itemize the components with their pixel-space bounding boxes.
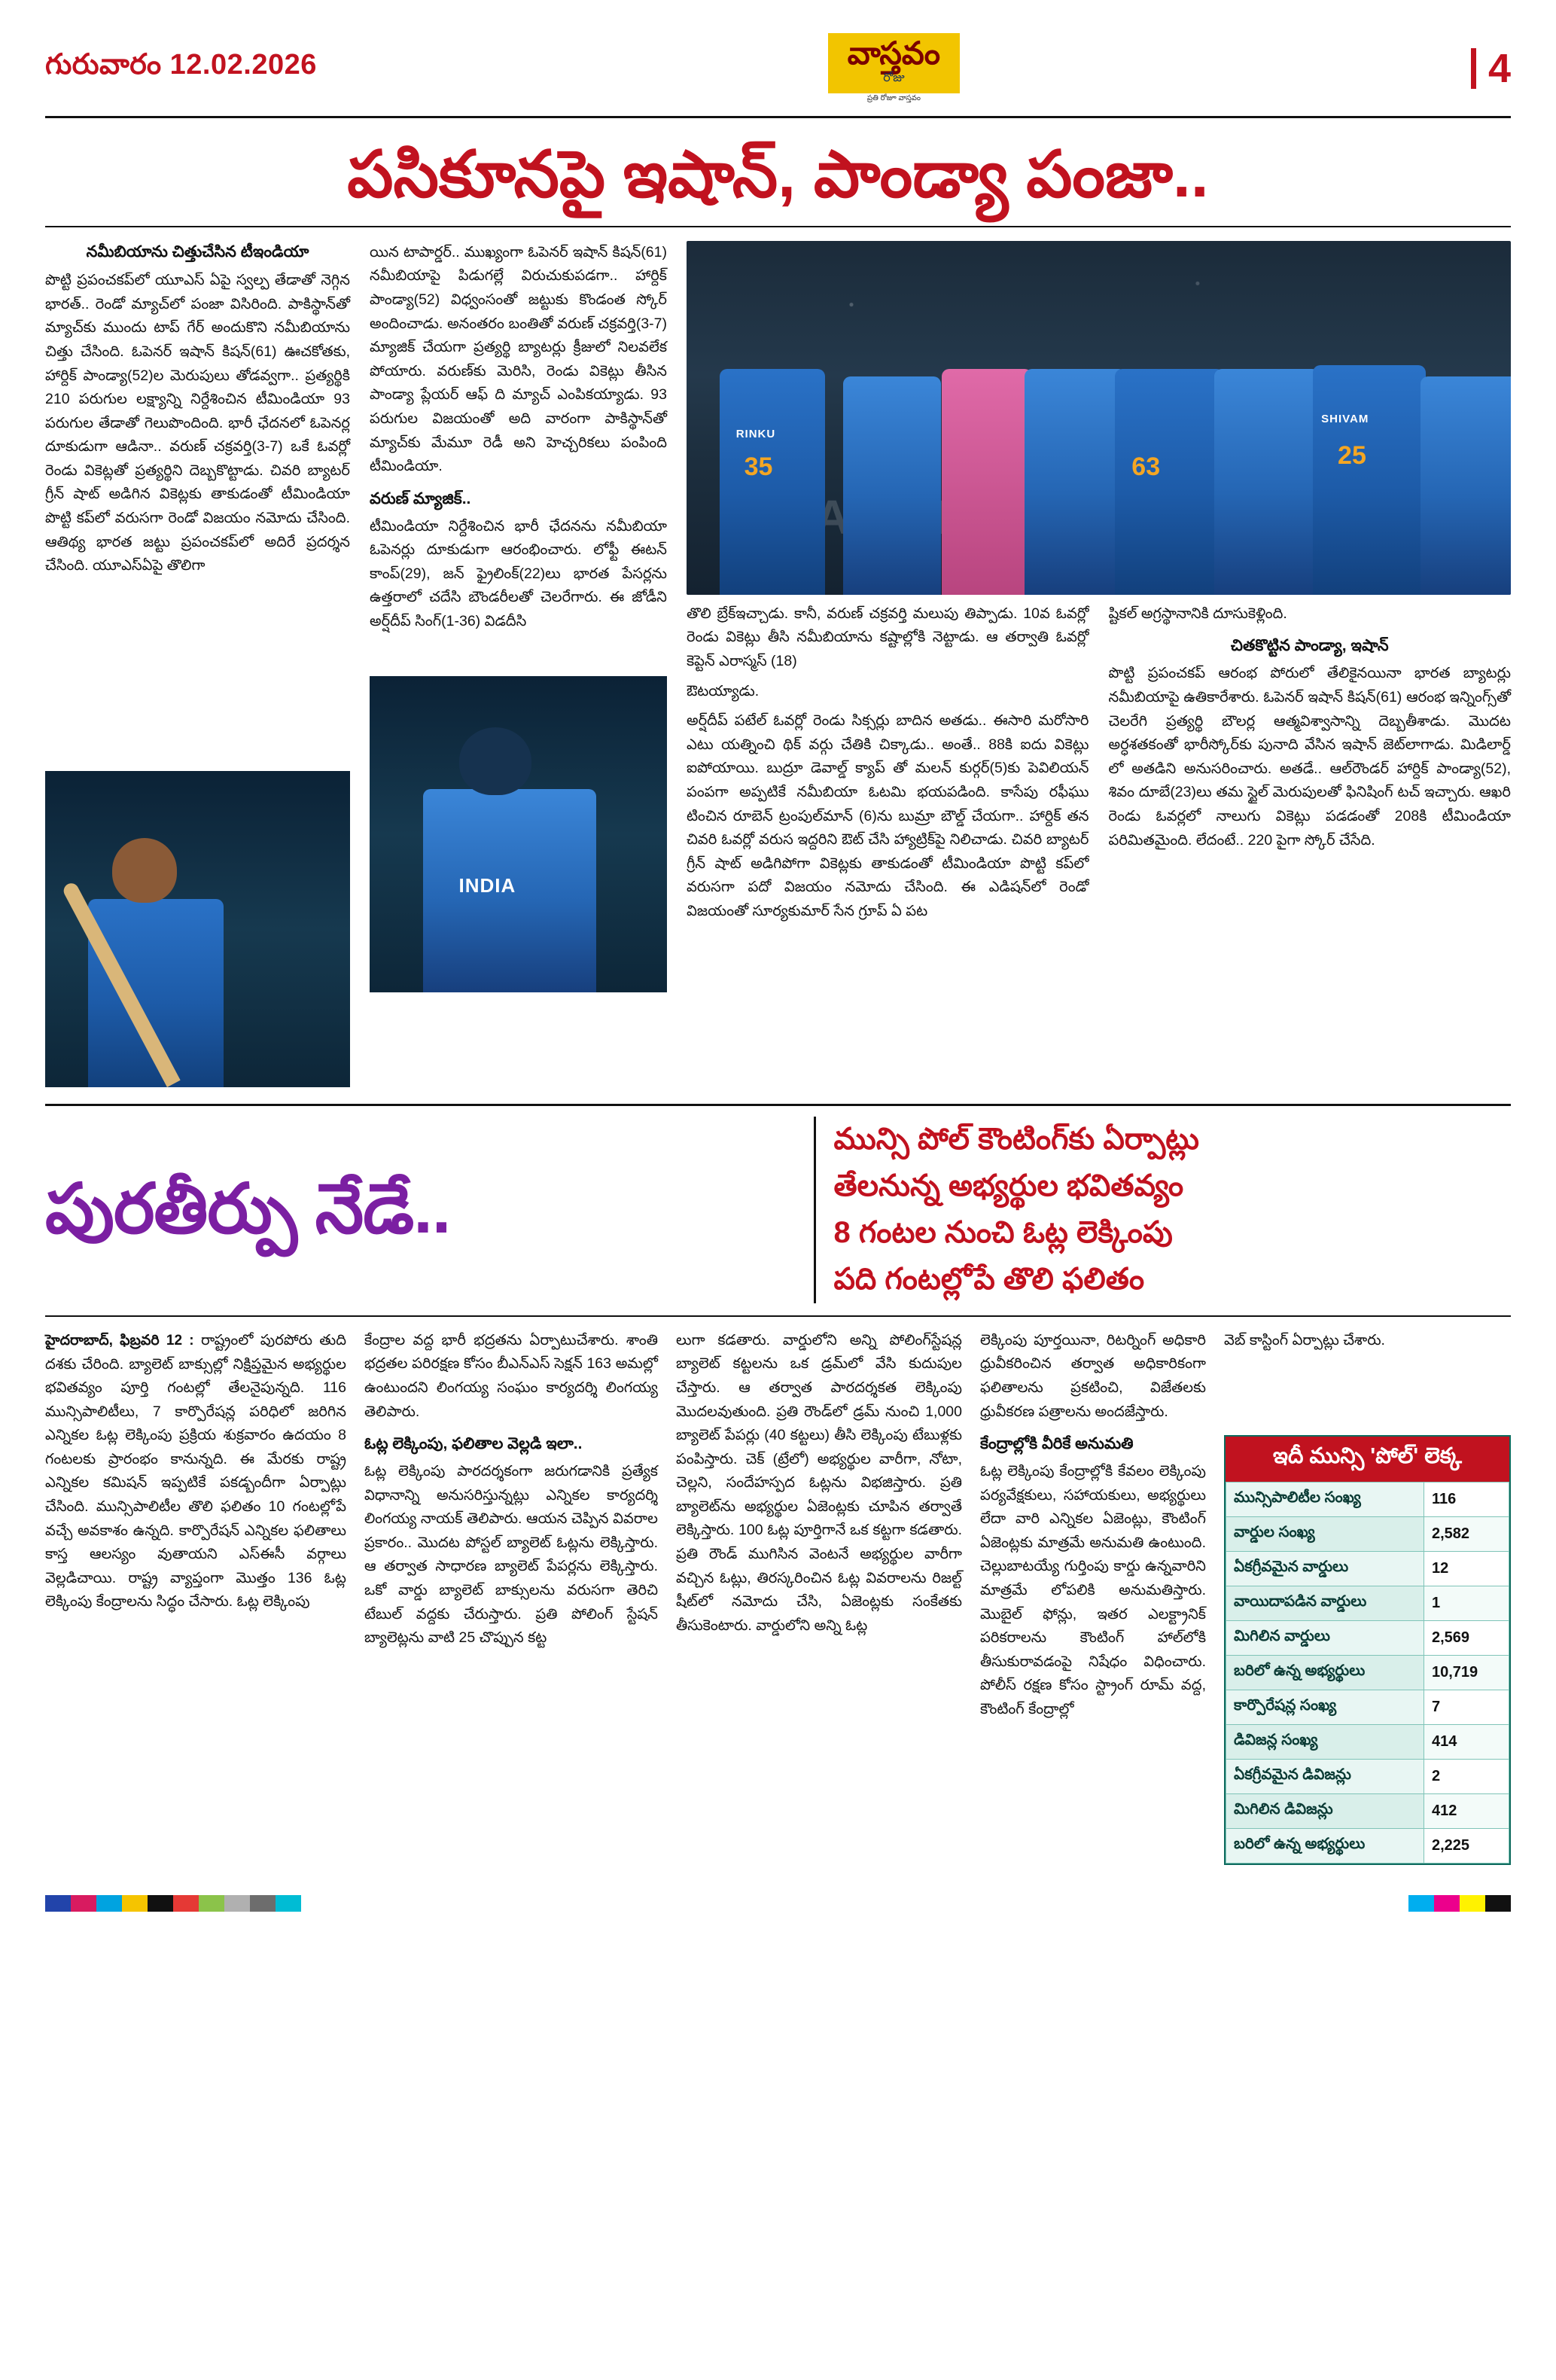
bottom-story-headline: పురతీర్పు నేడే.. [45, 1171, 451, 1248]
paragraph: పొట్టి ప్రపంచకప్ ఆరంభ పోరులో తేలికైనయినా భారత బ్యాటర్లు నమీబియాపై ఉతికారేశారు. ఓపెనర్ ఇషాన్ కిషన్(61) ఆరంభ ఇన్నింగ్స్‌తో చెలరేగి ప్రత్యర్థి బౌలర్ల ఆత్మవిశ్వాసాన్ని దెబ్బతీశాడు. మొదట అర్ధశతకంతో భారీస్కోర్‌కు పునాది వేసిన ఇషాన్ జెట్‌లాగాడు. మిడిలార్డ్ లో అతడిని అనుసరించారు. అతడే.. ఆల్‌రౌండర్ హార్దిక్ పాండ్యా(52), శివం దూబే(23)లు తమ స్టైల్ మెరుపులతో ఫినిషింగ్ టచ్ ఇచ్చారు. ఆఖరి రెండు ఓవర్లలో నాలుగు వికెట్లు పడడంతో 208కి టీమిండియా పరిమితమైంది. లేదంటే.. 220 పైగా స్కోర్ చేసేది. [1108, 665, 1511, 849]
player-head [112, 838, 177, 903]
table-cell-value: 12 [1424, 1552, 1509, 1586]
paragraph-text: రాష్ట్రంలో పురపోరు తుది దశకు చేరింది. బ్యాలెట్ బాక్సుల్లో నిక్షిప్తమైన అభ్యర్థుల భవితవ్యం పూర్తి గంటల్లో తేలనైపున్నది. 116 మున్సిపాలిటీలు, 7 కార్పొరేషన్ల పరిధిలో జరిగిన ఎన్నికల ఓట్ల లెక్కింపు ప్రక్రియ శుక్రవారం ఉదయం 8 గంటలకు ప్రారంభం కానున్నది. ఈ మేరకు రాష్ట్ర ఎన్నికల కమిషన్ ఇప్పటికే పకడ్బందీగా ఏర్పాట్లు చేసింది. మున్సిపాలిటీల తొలి ఫలితం 10 గంటల్లోపే వచ్చే అవకాశం ఉన్నది. కార్పొరేషన్ ఎన్నికల ఫలితాలు కాస్త ఆలస్యం వుతాయని ఎస్ఈసీ వర్గాలు వెల్లడిచాయి. రాష్ట్ర వ్యాప్తంగా మొత్తం 136 ఓట్ల లెక్కింపు కేంద్రాలను సిద్ధం చేసారు. ఓట్ల లెక్కింపు [45, 1331, 346, 1611]
table-row [1226, 1552, 1509, 1586]
table-cell-label: ఏకగ్రీవమైన డివిజన్లు [1226, 1760, 1424, 1794]
table-row [1226, 1517, 1509, 1552]
table-cell-value: 2,569 [1424, 1621, 1509, 1656]
table-cell-value: 2 [1424, 1760, 1509, 1794]
paragraph: లెక్కింపు పూర్తయినా, రిటర్నింగ్ అధికారి ధ్రువీకరించిన తర్వాత అధికారికంగా ఫలితాలను ప్రకటించి, విజేతలకు ధ్రువీకరణ పత్రాలను అందజేస్తారు. [980, 1331, 1206, 1420]
color-bars-right [1408, 1895, 1511, 1912]
jersey-number: 25 [1338, 440, 1366, 470]
stats-table-title: ఇదీ మున్సి 'పోల్' లెక్క [1226, 1437, 1509, 1482]
top-story-subhead-2: వరుణ్ మ్యాజిక్.. [370, 489, 471, 507]
color-bar [276, 1895, 301, 1912]
table-cell-label: బరిలో ఉన్న అభ్యర్థులు [1226, 1829, 1424, 1863]
subhead-line: మున్సి పోల్ కౌంటింగ్‌కు ఏర్పాట్లు [833, 1122, 1200, 1156]
top-story-column-1 [45, 241, 350, 1087]
table-cell-label: డివిజన్ల సంఖ్య [1226, 1725, 1424, 1760]
table-cell-label: వాయిదాపడిన వార్డులు [1226, 1586, 1424, 1621]
color-bars-left [45, 1895, 301, 1912]
color-bar [224, 1895, 250, 1912]
table-cell-value: 7 [1424, 1690, 1509, 1725]
column-5-text [1224, 1329, 1511, 1353]
photo-ishan [370, 676, 667, 992]
paragraph: ఓట్ల లెక్కింపు పారదర్శకంగా జరుగడానికి ప్రత్యేక విధానాన్ని అనుసరిస్తున్నట్లు ఎన్నికల కార్యదర్శి లింగయ్య నాయక్ తెలిపారు. ఆయన చెప్పిన వివరాల ప్రకారం.. మొదట పోస్టల్ బ్యాలెట్ ఓట్లను లెక్కిస్తారు. ఆ తర్వాత సాధారణ బ్యాలెట్ పేపర్లను లెక్కిస్తారు. ఒకో వార్డు బ్యాలెట్ బాక్సులను వరుసగా తెరిచి టేబుల్ వద్దకు చేరుస్తారు. ప్రతి పోలింగ్ స్టేషన్ బ్యాలెట్లను వాటి 25 చొప్పున కట్ట [364, 1463, 658, 1647]
color-bar [45, 1895, 71, 1912]
color-bar [1408, 1895, 1434, 1912]
color-bar [148, 1895, 173, 1912]
table-cell-value: 2,225 [1424, 1829, 1509, 1863]
table-row [1226, 1656, 1509, 1690]
masthead [0, 0, 1556, 111]
bottom-story-subheads [814, 1117, 1511, 1303]
table-cell-value: 10,719 [1424, 1656, 1509, 1690]
paragraph: అర్ష్‌దీప్ పటేల్ ఓవర్లో రెండు సిక్సర్లు బాదిన అతడు.. ఈసారి మరోసారి ఎటు యత్నించి థిక్ వర్గు చేతికి చిక్కాడు.. అంతే.. 88కి ఐదు వికెట్లు ఐపోయాయి. బుద్రూ డెవాల్డ్ క్యాప్ తో మలన్ కుర్గర్(5)కు పెవిలియన్ పంపగా అప్పటికే నమీబియా ఓటమి భయపడింది. కాసేపు రఫీఘు టించిన రూబెన్ ట్రంపుల్‌మాన్ (6)ను బుమ్రా బౌల్డ్ చేయగా.. హార్దిక్ తన చివరి ఓవర్లో వరుస ఇద్దరిని ఔట్ చేసి హ్యాట్రిక్‌పై నిలిచాడు. చివరి బ్యాటర్ గ్రీన్ షాట్ అడిగిపోగా వికెట్లకు తాకుడంతో టీమిండియా పొట్టి కప్‌లో వరుసగా పదో విజయం నమోదు చేసింది. ఈ ఎడిషన్‌లో రెండో విజయంతో సూర్యకుమార్ సేన గ్రూప్ ఏ పట [687, 712, 1089, 919]
top-story-subhead: నమీబియాను చిత్తుచేసిన టీఇండియా [86, 242, 309, 261]
table-cell-label: మున్సిపాలిటీల సంఖ్య [1226, 1483, 1424, 1517]
masthead-date: గురువారం 12.02.2026 [45, 49, 317, 81]
jersey-text: INDIA [458, 874, 516, 897]
photo-team-celebration [687, 241, 1511, 595]
bottom-story-subhead: ఓట్ల లెక్కింపు, ఫలితాల వెల్లడి ఇలా.. [364, 1435, 583, 1453]
color-bar [250, 1895, 276, 1912]
logo-box [828, 33, 960, 93]
table-cell-value: 116 [1424, 1483, 1509, 1517]
logo-subtitle: రోజు [883, 72, 905, 84]
table-cell-label: ఏకగ్రీవమైన వార్డులు [1226, 1552, 1424, 1586]
subhead-line: పది గంటల్లోపే తొలి ఫలితం [833, 1262, 1145, 1296]
player-figure [1313, 365, 1426, 595]
table-cell-value: 412 [1424, 1794, 1509, 1829]
table-row [1226, 1760, 1509, 1794]
table-cell-label: కార్పొరేషన్ల సంఖ్య [1226, 1690, 1424, 1725]
table-row [1226, 1690, 1509, 1725]
top-story-right-block [687, 241, 1511, 1087]
top-story-column-3 [687, 602, 1089, 930]
top-story-column-2 [370, 241, 667, 1087]
subhead-line: తేలనున్న అభ్యర్థుల భవితవ్యం [833, 1169, 1184, 1202]
color-bar [122, 1895, 148, 1912]
player-figure [720, 369, 825, 595]
jersey-number: 35 [744, 452, 773, 481]
subhead-line: 8 గంటల నుంచి ఓట్ల లెక్కింపు [833, 1215, 1173, 1249]
paragraph: తొలి బ్రేక్‌ఇచ్చాడు. కానీ, వరుణ్ చక్రవర్తి మలుపు తిప్పాడు. 10వ ఓవర్లో రెండు వికెట్లు తీసి నమీబియాను కష్టాల్లోకి నెట్టాడు. ఆ తర్వాతి ఓవర్లో కెప్టెన్ ఎరాస్మస్ (18) [687, 605, 1089, 670]
paragraph: కేంద్రాల వద్ద భారీ భద్రతను ఏర్పాటుచేశారు. శాంతి భద్రతల పరిరక్షణ కోసం బీఎన్ఎస్ సెక్షన్ 163 అమల్లో ఉంటుందని లింగయ్య సంఘం కార్యదర్శి లింగయ్య తెలిపారు. [364, 1331, 658, 1420]
paragraph: పొట్టి ప్రపంచకప్‌లో యూఎస్ ఏపై స్వల్ప తేడాతో నెగ్గిన భారత్.. రెండో మ్యాచ్‌లో పంజా విసిరింది. పాకిస్థాన్‌తో మ్యాచ్‌కు ముందు టాప్ గేర్ అందుకొని నమీబియాను చిత్తు చేసింది. ఓపెనర్ ఇషాన్ కిషన్(61) ఊచకోతకు, హార్దిక్ పాండ్యా(52)ల మెరుపులు తోడవ్వగా.. ప్రత్యర్థికి 210 పరుగుల లక్ష్యాన్ని నిర్దేశించిన టీమిండియా 93 పరుగుల తేడాతో గెలుపొందింది. భారీ ఛేదనలో ఓపెనర్ల దూకుడుగా ఆడినా.. వరుణ్ చక్రవర్తి(3-7) ఒకే ఓవర్లో రెండు వికెట్లతో ప్రత్యర్థిని దెబ్బకొట్టాడు. చివరి బ్యాటర్ గ్రీన్ షాట్ అడిగిన వికెట్లకు తాకుడంతో టీమిండియా పొట్టి కప్‌లో వరుసగా రెండో విజయం నమోదు చేసింది. ఆతిథ్య భారత జట్టు ప్రపంచకప్‌లో అదిరే ప్రదర్శన చేసింది. యూఎస్ఏపై తొలిగా [45, 272, 350, 574]
jersey-number: 63 [1131, 452, 1161, 481]
table-cell-label: బరిలో ఉన్న అభ్యర్థులు [1226, 1656, 1424, 1690]
table-cell-label: మిగిలిన డివిజన్లు [1226, 1794, 1424, 1829]
player-figure [1025, 369, 1126, 595]
paragraph: టీమిండియా నిర్దేశించిన భారీ ఛేదనను నమీబియా ఓపెనర్లు దూకుడుగా ఆరంభించారు. లోఫ్టీ ఈటన్ కాంప్(29), జన్ ఫ్రైలింక్(22)లు భారత పేసర్లను ఉత్తరాలో చదేసి బౌండరీలతో చెలరేగారు. ఈ జోడీని అర్ష్‌దీప్ సింగ్(1-36) విడదీసి [370, 517, 667, 629]
publication-logo [828, 33, 960, 104]
bottom-story [0, 1317, 1556, 1896]
table-row [1226, 1621, 1509, 1656]
color-bar [199, 1895, 224, 1912]
paragraph: యిన టాపార్డర్.. ముఖ్యంగా ఓపెనర్ ఇషాన్ కిషన్(61) నమీబియాపై పిడుగల్లే విరుచుకుపడగా.. హార్దిక్ పాండ్యా(52) విధ్వంసంతో జట్టుకు కొండంత స్కోర్ అందించాడు. అనంతరం బంతితో వరుణ్ చక్రవర్తి(3-7) మ్యాజిక్ చేయగా ప్రత్యర్థి బ్యాటర్లు క్రీజులో నిలవలేక పోయారు. వరుణ్‌కు మెరిసి, రెండు వికెట్లు తీసిన పాండ్యా ప్లేయర్ ఆఫ్ ది మ్యాచ్ ఎంపికయ్యాడు. 93 పరుగుల విజయంతో అది వారంగా పాకిస్థాన్‌తో మ్యాచ్‌కు మేమూ రెడీ అని హెచ్చరికలు పంపింది టీమిండియా. [370, 243, 667, 475]
logo-tagline: ప్రతి రోజూ వాస్తవం [866, 94, 921, 102]
bottom-story-column-3 [676, 1329, 962, 1866]
bottom-story-column-5 [1224, 1329, 1511, 1866]
table-cell-label: మిగిలిన వార్డులు [1226, 1621, 1424, 1656]
player-figure [1420, 376, 1511, 595]
print-registration-footer [0, 1895, 1556, 1931]
player-helmet-icon [459, 727, 531, 795]
table-row [1226, 1829, 1509, 1863]
player-figure [1214, 369, 1320, 595]
color-bar [96, 1895, 122, 1912]
table-cell-label: వార్డుల సంఖ్య [1226, 1517, 1424, 1552]
page-number: 4 [1471, 48, 1511, 89]
bottom-story-header [0, 1106, 1556, 1303]
stats-table [1224, 1435, 1511, 1865]
table-cell-value: 1 [1424, 1586, 1509, 1621]
paragraph: లుగా కడతారు. వార్డులోని అన్ని పోలింగ్‌స్టేషన్ల బ్యాలెట్ కట్టలను ఒక డ్రమ్‌లో వేసి కుదుపుల చేస్తారు. ఆ తర్వాత పారదర్శకత లెక్కింపు మొదలవుతుంది. ప్రతి రౌండ్‌లో డ్రమ్ నుంచి 1,000 బ్యాలెట్ పేపర్లు (40 కట్టలు) తీసి లెక్కింపు టేబుళ్లకు పంపిస్తారు. చెక్ (ట్రేలో) అభ్యర్థుల వారీగా, నోటా, చెల్లని, సందేహస్పద ఓట్లను విభజిస్తారు. ప్రతి బ్యాలెట్‌ను అభ్యర్థుల ఏజెంట్లకు చూపిన తర్వాతే లెక్కిస్తారు. 100 ఓట్ల పూర్తిగానే ఒక కట్టగా కడతారు. ప్రతి రౌండ్ ముగిసిన వెంటనే అభ్యర్థుల వారీగా వచ్చిన ఓట్లు, తిరస్కరించిన ఓట్ల వివరాలను రిజల్ట్ షీట్‌లో నమోదు చేసి, ఏజెంట్లకు సంకేతకు తీసుకెంటారు. వార్డులోని అన్ని ఓట్ల [676, 1331, 962, 1634]
top-story-headline: పసికూనపై ఇషాన్, పాండ్యా పంజా.. [347, 139, 1209, 211]
paragraph: ఓట్ల లెక్కింపు కేంద్రాల్లోకి కేవలం లెక్కింపు పర్యవేక్షకులు, సహాయకులు, అభ్యర్థులు లేదా వారి ఎన్నికల ఏజెంట్లు, కౌంటింగ్ ఏజెంట్లకు మాత్రమే అనుమతి ఉంటుంది. చెల్లుబాటయ్యే గుర్తింపు కార్డు ఉన్నవారిని మాత్రమే లోపలికి అనుమతిస్తారు. మొబైల్ ఫోన్లు, ఇతర ఎలక్ట్రానిక్ పరికరాలను కౌంటింగ్ హాల్‌లోకి తీసుకురావడంపై నిషేధం విధించారు. పోలీస్ రక్షణ కోసం స్ట్రాంగ్ రూమ్ వద్ద, కౌంటింగ్ కేంద్రాల్లో [980, 1463, 1206, 1717]
table-row [1226, 1794, 1509, 1829]
table-row [1226, 1725, 1509, 1760]
table-row [1226, 1483, 1509, 1517]
color-bar [1434, 1895, 1460, 1912]
top-story-column-4 [1109, 602, 1512, 930]
logo-title: వాస్తవం [847, 35, 941, 71]
stats-table-body [1226, 1482, 1509, 1863]
umpire-figure [942, 369, 1032, 595]
jersey-name: SHIVAM [1321, 412, 1369, 425]
photo-batsman [45, 771, 350, 1087]
bottom-story-column-1 [45, 1329, 346, 1866]
photo-caption: చితకొట్టిన పాండ్యా, ఇషాన్ [1230, 637, 1389, 655]
color-bar [1485, 1895, 1511, 1912]
player-figure [1115, 369, 1224, 595]
paragraph: వెబ్ కాస్టింగ్ ఏర్పాట్లు చేశారు. [1224, 1331, 1385, 1348]
top-story [0, 227, 1556, 1087]
jersey-name: RINKU [735, 427, 776, 440]
color-bar [1460, 1895, 1485, 1912]
player-figure [843, 376, 941, 595]
bottom-story-subhead-2: కేంద్రాల్లోకి వీరికే అనుమతి [980, 1435, 1134, 1453]
bottom-story-column-2 [364, 1329, 658, 1866]
table-cell-value: 414 [1424, 1725, 1509, 1760]
color-bar [71, 1895, 96, 1912]
table-cell-value: 2,582 [1424, 1517, 1509, 1552]
bottom-story-column-4 [980, 1329, 1206, 1866]
paragraph: ఔటయ్యాడు. [687, 682, 760, 699]
dateline: హైదరాబాద్, ఫిబ్రవరి 12 : [45, 1332, 194, 1348]
color-bar [173, 1895, 199, 1912]
paragraph: ష్టికల్ అగ్రస్థానానికి దూసుకెళ్లింది. [1108, 605, 1287, 622]
paragraph [45, 1329, 346, 1614]
table-row [1226, 1586, 1509, 1621]
